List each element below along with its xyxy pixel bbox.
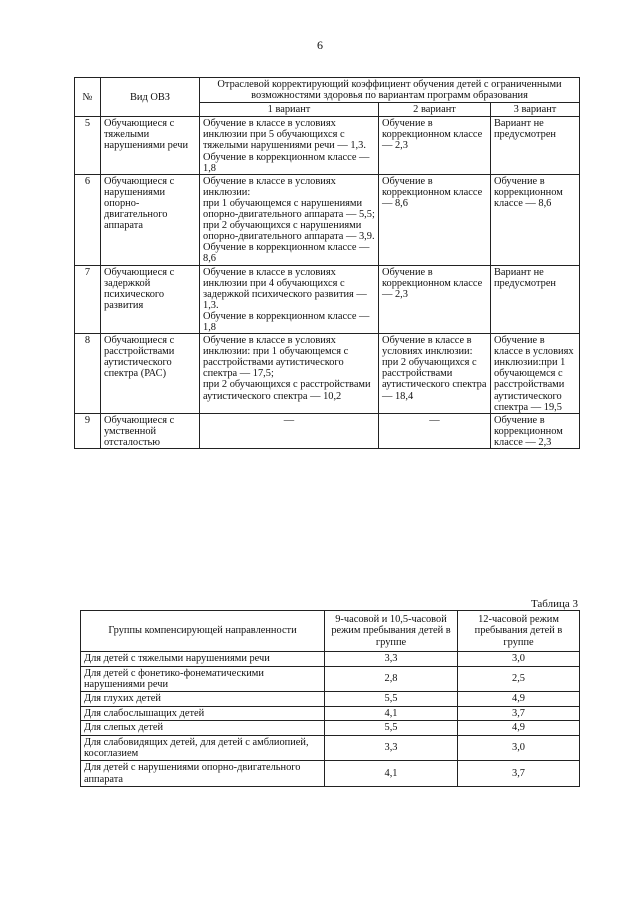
mode-9-value: 5,5: [325, 692, 458, 706]
cell-paragraph: —: [283, 414, 295, 426]
variant-3-cell: [491, 334, 580, 414]
group-name: Для детей с фонетико-фонематическими нарушениями речи: [81, 666, 325, 692]
mode-9-value: 4,1: [325, 761, 458, 787]
variant-3-header: 3 вариант: [491, 103, 580, 117]
cell-paragraph: —: [429, 414, 440, 426]
col-coef-header: Отраслевой корректирующий коэффициент обучения детей с ограниченными возможностями здоровья по вариантам программ образования: [200, 78, 580, 103]
cell-paragraph: Обучение в классе в условиях инклюзии: при 1 обучающемся с расстройствами аутистического спектра — 17,5;: [203, 335, 349, 380]
table-row: [75, 117, 580, 174]
variant-3-cell: [491, 265, 580, 334]
variant-2-header: 2 вариант: [379, 103, 491, 117]
variant-1-cell: [200, 265, 379, 334]
row-number: 5: [75, 117, 101, 174]
mode-12-header: 12-часовой режим пребывания детей в группе: [458, 611, 580, 652]
variant-3-cell: [491, 413, 580, 448]
row-number: 9: [75, 413, 101, 448]
table3-caption: Таблица 3: [530, 598, 578, 610]
variant-1-cell: [200, 334, 379, 414]
variant-1-cell: [200, 413, 379, 448]
mode-9-header: 9-часовой и 10,5-часовой режим пребывания детей в группе: [325, 611, 458, 652]
ovz-coefficient-table: [74, 77, 580, 449]
table-row: [81, 721, 580, 735]
table-row: [81, 761, 580, 787]
cell-paragraph: Обучение в коррекционном классе — 8,6: [494, 175, 563, 209]
ovz-type: Обучающиеся с задержкой психического развития: [101, 265, 200, 334]
ovz-type: Обучающиеся с умственной отсталостью: [101, 413, 200, 448]
cell-paragraph: Обучение в коррекционном классе — 2,3: [382, 266, 483, 300]
mode-12-value: 4,9: [458, 721, 580, 735]
cell-paragraph: Обучение в коррекционном классе — 1,8: [203, 310, 370, 333]
row-number: 8: [75, 334, 101, 414]
ovz-type: Обучающиеся с расстройствами аутистического спектра (РАС): [101, 334, 200, 414]
mode-9-value: 4,1: [325, 706, 458, 720]
ovz-type: Обучающиеся с тяжелыми нарушениями речи: [101, 117, 200, 174]
group-header: Группы компенсирующей направленности: [81, 611, 325, 652]
group-name: Для слабослышащих детей: [81, 706, 325, 720]
cell-paragraph: Обучение в коррекционном классе — 2,3: [494, 414, 563, 448]
mode-9-value: 3,3: [325, 735, 458, 761]
row-number: 6: [75, 174, 101, 265]
variant-2-cell: [379, 174, 491, 265]
cell-paragraph: Вариант не предусмотрен: [494, 266, 556, 289]
group-name: Для детей с нарушениями опорно-двигательного аппарата: [81, 761, 325, 787]
cell-paragraph: Обучение в классе в условиях инклюзии:: [382, 335, 473, 358]
table-row: [81, 692, 580, 706]
table-row: [81, 735, 580, 761]
cell-paragraph: Обучение в коррекционном классе — 1,8: [203, 151, 370, 174]
mode-9-value: 3,3: [325, 652, 458, 666]
row-number: 7: [75, 265, 101, 334]
mode-9-value: 5,5: [325, 721, 458, 735]
variant-1-cell: [200, 174, 379, 265]
cell-paragraph: Обучение в коррекционном классе — 2,3: [382, 118, 483, 152]
group-name: Для детей с тяжелыми нарушениями речи: [81, 652, 325, 666]
variant-2-cell: [379, 413, 491, 448]
page-number: 6: [317, 38, 323, 52]
cell-paragraph: Обучение в коррекционном классе — 8,6: [382, 175, 483, 209]
table-row: [75, 174, 580, 265]
table-row: [81, 666, 580, 692]
mode-12-value: 4,9: [458, 692, 580, 706]
group-name: Для слепых детей: [81, 721, 325, 735]
cell-paragraph: Обучение в коррекционном классе — 8,6: [203, 242, 370, 265]
compensatory-groups-table: [80, 610, 580, 787]
mode-9-value: 2,8: [325, 666, 458, 692]
table-row: [75, 265, 580, 334]
variant-2-cell: [379, 334, 491, 414]
cell-paragraph: при 2 обучающихся с расстройствами аутистического спектра — 18,4: [382, 357, 487, 402]
variant-1-header: 1 вариант: [200, 103, 379, 117]
cell-paragraph: Обучение в классе в условиях инклюзии при 5 обучающихся с тяжелыми нарушениями речи — 1,3.: [203, 118, 366, 152]
cell-paragraph: Обучение в классе в условиях инклюзии:при 1 обучающемся с расстройствами аутистического спектра — 19,5: [494, 335, 574, 413]
cell-paragraph: Вариант не предусмотрен: [494, 118, 556, 141]
cell-paragraph: при 2 обучающихся с нарушениями опорно-двигательного аппарата — 3,9.: [203, 220, 375, 243]
mode-12-value: 3,0: [458, 652, 580, 666]
mode-12-value: 3,7: [458, 761, 580, 787]
variant-3-cell: [491, 174, 580, 265]
table-row: [75, 334, 580, 414]
cell-paragraph: Обучение в классе в условиях инклюзии:: [203, 175, 336, 198]
variant-1-cell: [200, 117, 379, 174]
group-name: Для глухих детей: [81, 692, 325, 706]
ovz-type: Обучающиеся с нарушениями опорно-двигательного аппарата: [101, 174, 200, 265]
col-type-header: Вид ОВЗ: [101, 78, 200, 117]
cell-paragraph: при 1 обучающемся с нарушениями опорно-двигательного аппарата — 5,5;: [203, 197, 375, 221]
mode-12-value: 3,0: [458, 735, 580, 761]
mode-12-value: 2,5: [458, 666, 580, 692]
variant-2-cell: [379, 117, 491, 174]
variant-3-cell: [491, 117, 580, 174]
group-name: Для слабовидящих детей, для детей с амблиопией, косоглазием: [81, 735, 325, 761]
col-num-header: №: [75, 78, 101, 117]
cell-paragraph: Обучение в классе в условиях инклюзии при 4 обучающихся с задержкой психического развития — 1,3.: [203, 266, 367, 311]
table-row: [75, 413, 580, 448]
cell-paragraph: при 2 обучающихся с расстройствами аутистического спектра — 10,2: [203, 379, 371, 402]
variant-2-cell: [379, 265, 491, 334]
mode-12-value: 3,7: [458, 706, 580, 720]
table-row: [81, 706, 580, 720]
table-row: [81, 652, 580, 666]
